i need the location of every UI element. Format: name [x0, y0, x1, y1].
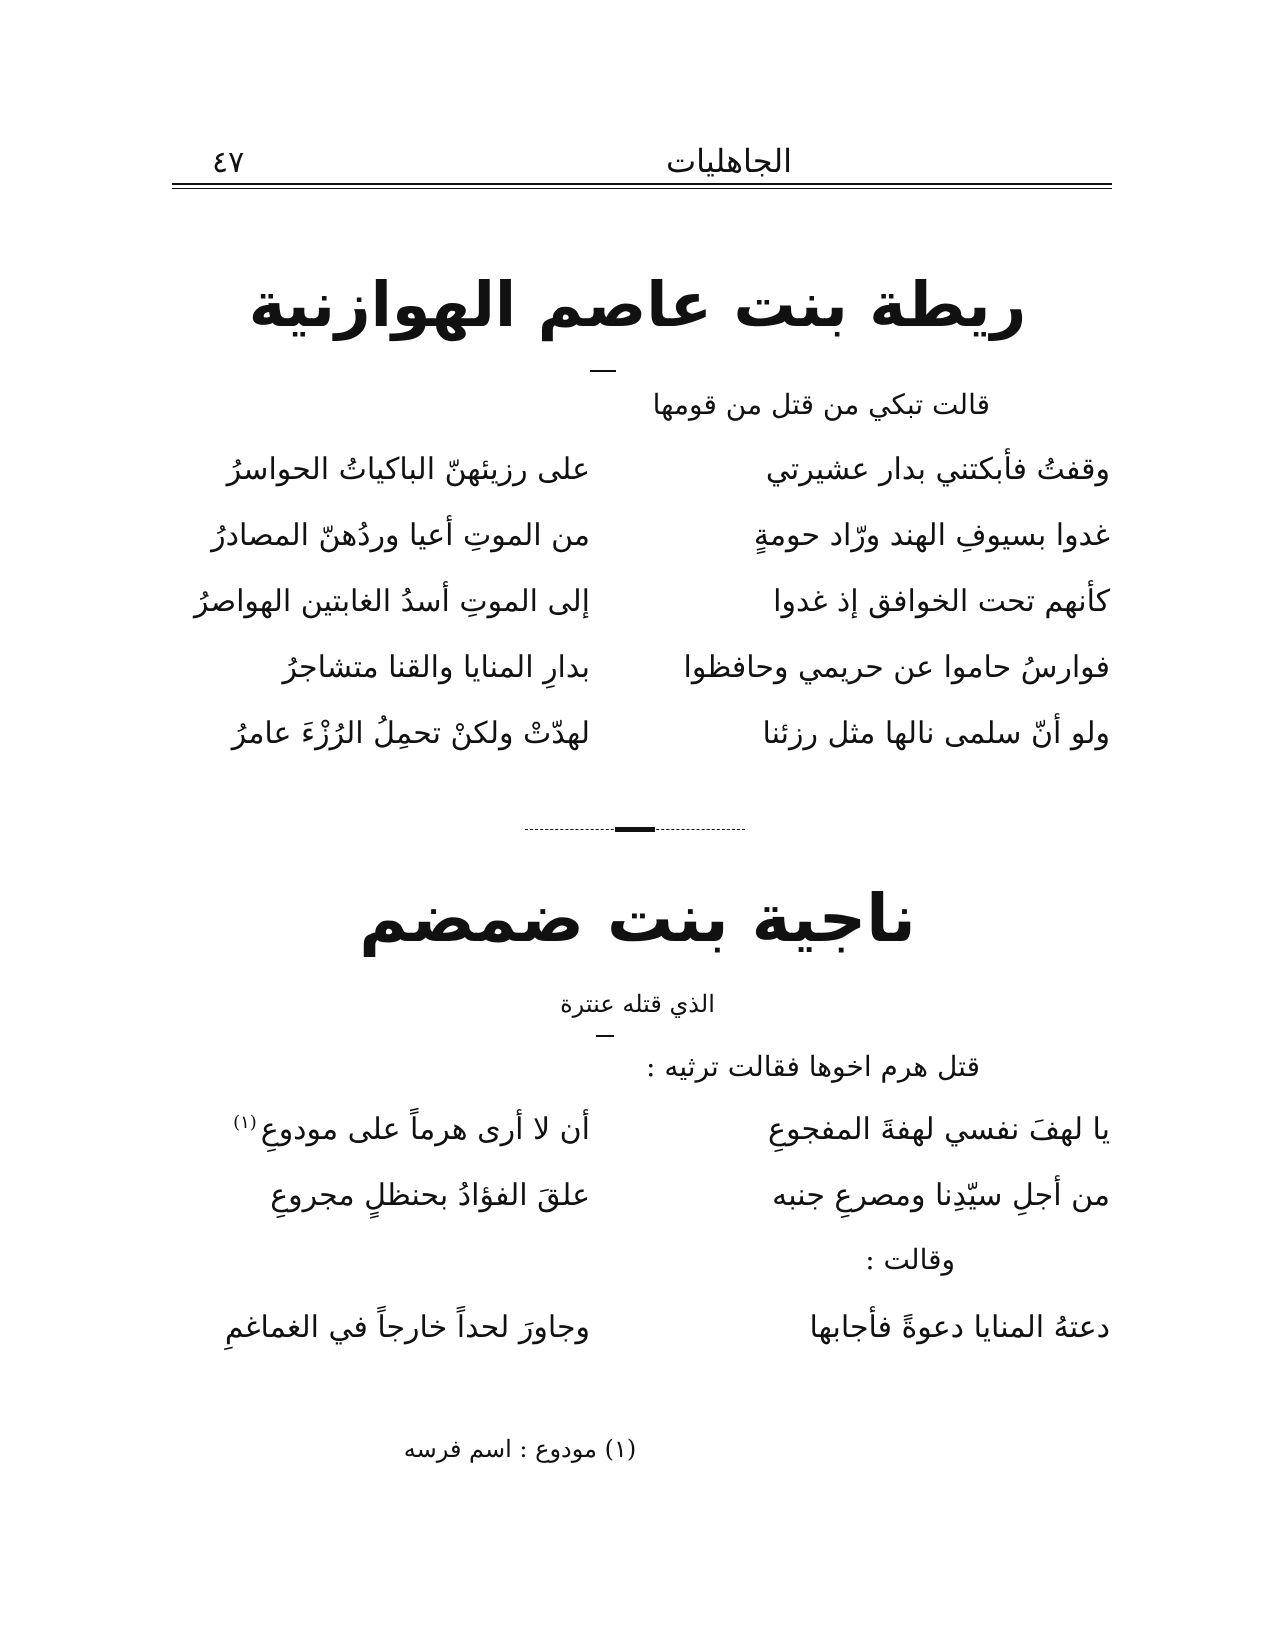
- verse-second-hemistich: علقَ الفؤادُ بحنظلٍ مجروعِ: [270, 1177, 590, 1213]
- verse-line: [140, 440, 1110, 498]
- verse-first-hemistich: وقفتُ فأبكتني بدار عشيرتي: [765, 451, 1110, 487]
- verse-first-hemistich: دعتهُ المنايا دعوةً فأجابها: [809, 1309, 1110, 1345]
- verse-first-hemistich: من أجلِ سيّدِنا ومصرعِ جنبه: [772, 1177, 1110, 1213]
- verse-second-hemistich: وجاورَ لحداً خارجاً في الغماغمِ: [224, 1309, 590, 1345]
- page-header: [172, 130, 1112, 180]
- section-divider: [525, 827, 745, 833]
- verse-first-hemistich: ولو أنّ سلمى نالها مثل رزئنا: [762, 715, 1110, 751]
- verse-line: [140, 1166, 1110, 1224]
- page-number: ٤٧: [212, 145, 245, 180]
- verse-second-hemistich: من الموتِ أعيا وردُهنّ المصادرُ: [211, 517, 590, 553]
- verse-second-hemistich: [140, 1112, 590, 1147]
- verse-first-hemistich: فوارسُ حاموا عن حريمي وحافظوا: [683, 649, 1110, 685]
- verse-second-hemistich: لهدّتْ ولكنْ تحمِلُ الرُزْءَ عامرُ: [231, 715, 590, 751]
- verse-line: [140, 1100, 1110, 1158]
- verse-first-hemistich: يا لهفَ نفسي لهفةَ المفجوعِ: [768, 1111, 1110, 1147]
- title-ornament-2: [596, 1035, 614, 1037]
- verse-line: [140, 506, 1110, 564]
- verse-second-hemistich: على رزيئهنّ الباكياتُ الحواسرُ: [226, 451, 590, 487]
- verse-second-hemistich-text: أن لا أرى هرماً على مودوعِ: [260, 1111, 590, 1147]
- verse-line: [140, 572, 1110, 630]
- section2-subtitle: الذي قتله عنترة: [560, 990, 715, 1018]
- section-title-1: ريطة بنت عاصم الهوازنية: [248, 268, 1027, 341]
- verse-first-hemistich: كأنهم تحت الخوافق إذ غدوا: [773, 583, 1110, 619]
- title-ornament-1: [590, 370, 616, 372]
- section2-intro: قتل هرم اخوها فقالت ترثيه :: [646, 1050, 980, 1083]
- verse-line: [140, 638, 1110, 696]
- verse-second-hemistich: بدارِ المنايا والقنا متشاجرُ: [282, 649, 590, 685]
- verse-line: [140, 1298, 1110, 1356]
- verse-second-hemistich: إلى الموتِ أسدُ الغابتين الهواصرُ: [194, 583, 590, 619]
- section-title-2: ناجية بنت ضمضم: [359, 880, 916, 957]
- footnote: (١) مودوع : اسم فرسه: [403, 1435, 637, 1463]
- footnote-reference: (١): [233, 1111, 257, 1133]
- section1-intro: قالت تبكي من قتل من قومها: [652, 388, 990, 421]
- section2-intro-2: وقالت :: [865, 1243, 955, 1276]
- divider-center-mark: [615, 827, 655, 832]
- header-rule: [172, 183, 1112, 185]
- verse-line: [140, 704, 1110, 762]
- running-title: الجاهليات: [665, 142, 792, 180]
- verse-first-hemistich: غدوا بسيوفِ الهند ورّاد حومةٍ: [753, 517, 1110, 553]
- header-rule-thin: [172, 188, 1112, 189]
